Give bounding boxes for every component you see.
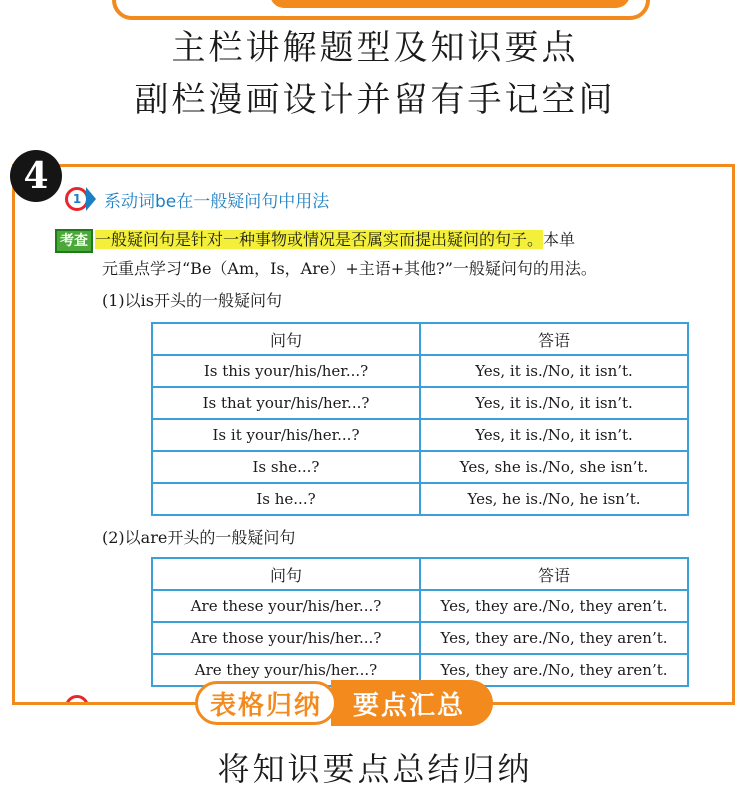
table-row bbox=[152, 419, 688, 451]
section-title-text: 系动词be在一般疑问句中用法 bbox=[104, 191, 330, 212]
question-cell: Is it your/his/her...? bbox=[152, 419, 420, 451]
next-section-peek bbox=[65, 695, 89, 705]
answer-cell: Yes, she is./No, she isn’t. bbox=[420, 451, 688, 483]
answer-cell: Yes, he is./No, he isn’t. bbox=[420, 483, 688, 515]
page-number-badge: 4 bbox=[10, 150, 62, 202]
banner-right-label: 要点汇总 bbox=[331, 680, 493, 726]
question-cell: Are these your/his/her...? bbox=[152, 590, 420, 622]
question-cell: Are they your/his/her...? bbox=[152, 654, 420, 686]
summary-banner bbox=[195, 678, 493, 728]
question-cell: Is that your/his/her...? bbox=[152, 387, 420, 419]
exam-tag: 考查 bbox=[55, 229, 93, 253]
table-header-row bbox=[152, 558, 688, 590]
answer-cell: Yes, it is./No, it isn’t. bbox=[420, 419, 688, 451]
table-row bbox=[152, 451, 688, 483]
header-question: 问句 bbox=[152, 558, 420, 590]
subhead-is-questions: (1)以is开头的一般疑问句 bbox=[102, 291, 282, 310]
answer-cell: Yes, they are./No, they aren’t. bbox=[420, 590, 688, 622]
answer-cell: Yes, it is./No, it isn’t. bbox=[420, 355, 688, 387]
header-answer: 答语 bbox=[420, 323, 688, 355]
highlighted-definition: 一般疑问句是针对一种事物或情况是否属实而提出疑问的句子。 bbox=[95, 230, 544, 249]
question-cell: Are those your/his/her...? bbox=[152, 622, 420, 654]
header-answer: 答语 bbox=[420, 558, 688, 590]
header-question: 问句 bbox=[152, 323, 420, 355]
intro-trailing-text: 本单 bbox=[543, 230, 576, 249]
table-row bbox=[152, 387, 688, 419]
textbook-card bbox=[12, 164, 735, 705]
headline-line-2: 副栏漫画设计并留有手记空间 bbox=[134, 80, 616, 120]
table-row bbox=[152, 590, 688, 622]
answer-cell: Yes, they are./No, they aren’t. bbox=[420, 654, 688, 686]
section-title bbox=[65, 185, 329, 213]
headline-line-1: 主栏讲解题型及知识要点 bbox=[171, 28, 579, 68]
table-row bbox=[152, 355, 688, 387]
next-section-number-icon bbox=[65, 695, 89, 705]
banner-left-label: 表格归纳 bbox=[195, 681, 337, 725]
table-row bbox=[152, 483, 688, 515]
question-cell: Is this your/his/her...? bbox=[152, 355, 420, 387]
section-arrow-icon bbox=[86, 187, 96, 211]
is-question-table bbox=[151, 322, 689, 516]
question-cell: Is he...? bbox=[152, 483, 420, 515]
subhead-are-questions: (2)以are开头的一般疑问句 bbox=[102, 528, 296, 547]
intro-line-2: 元重点学习“Be（Am，Is，Are）+主语+其他?”一般疑问句的用法。 bbox=[102, 259, 597, 278]
answer-cell: Yes, they are./No, they aren’t. bbox=[420, 622, 688, 654]
footer-caption: 将知识要点总结归纳 bbox=[217, 750, 533, 788]
table-header-row bbox=[152, 323, 688, 355]
table-row bbox=[152, 622, 688, 654]
section-number-icon: 1 bbox=[65, 187, 89, 211]
intro-line-1 bbox=[55, 227, 575, 253]
top-banner-fill bbox=[270, 0, 630, 8]
question-cell: Is she...? bbox=[152, 451, 420, 483]
are-question-table bbox=[151, 557, 689, 687]
answer-cell: Yes, it is./No, it isn’t. bbox=[420, 387, 688, 419]
